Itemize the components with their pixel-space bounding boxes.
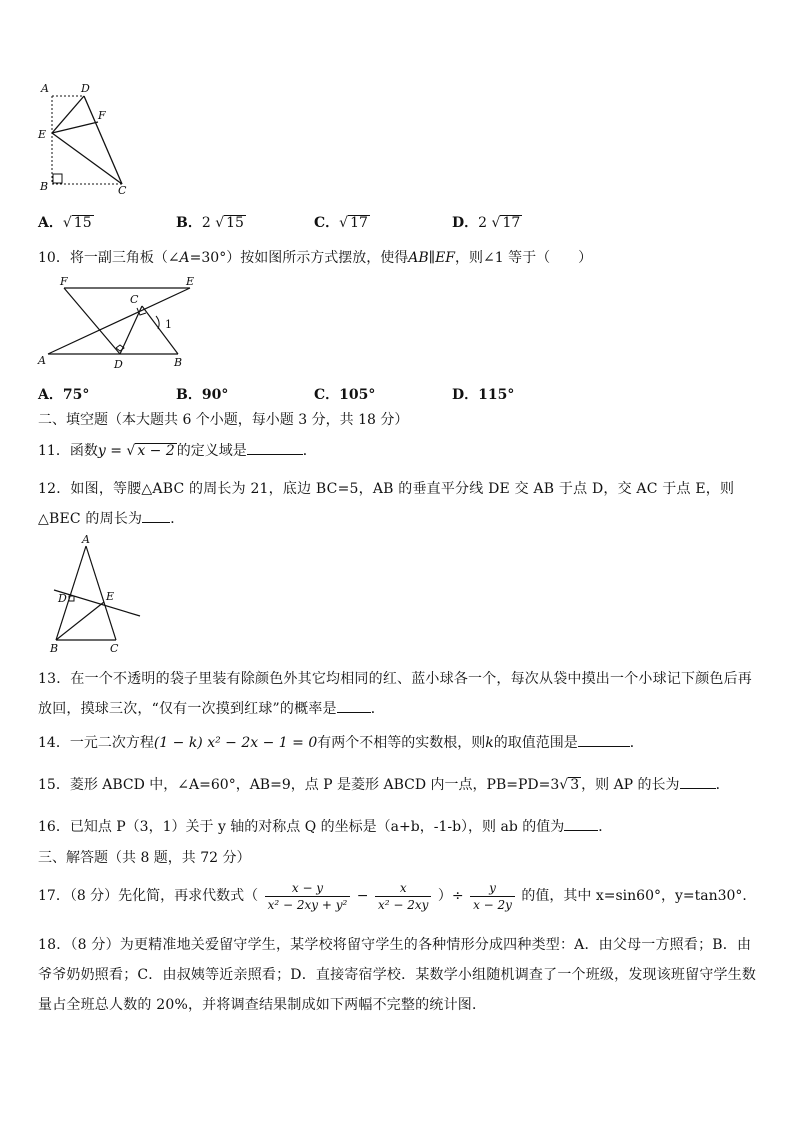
q9-option-b: B．2 √ 15 <box>176 215 244 231</box>
label-E: E <box>186 276 195 288</box>
label-B: B <box>174 356 183 369</box>
label-1: 1 <box>165 318 172 331</box>
q10-figure <box>34 276 204 372</box>
q16: 16．已知点 P（3，1）关于 y 轴的对称点 Q 的坐标是（a+b，-1-b），则 ab 的值为 ． <box>38 816 612 837</box>
q11: 11．函数y = √ x − 2 的定义域是 ． <box>38 440 317 461</box>
label-F: F <box>60 276 68 288</box>
q13: 13．在一个不透明的袋子里装有除颜色外其它均相同的红、蓝小球各一个，每次从袋中摸出一个小球记下颜色后再放回，摸球三次，“仅有一次摸到红球”的概率是 ． <box>38 671 753 717</box>
q17-fraction-2: $\frac{x}{\text{x² − 2xy}}$ <box>375 880 431 913</box>
q9-option-c: C．√ 17 <box>314 215 368 231</box>
label-B: B <box>40 180 49 193</box>
q9-option-a: A．√ 15 <box>38 215 92 231</box>
q12-figure <box>44 534 144 658</box>
label-F: F <box>98 109 106 122</box>
section-2-heading: 二、填空题（本大题共 6 个小题，每小题 3 分，共 18 分） <box>38 412 409 428</box>
q17-fraction-3: $\frac{y}{x - 2y}$ <box>470 880 515 913</box>
q10-option-d: D．115° <box>452 387 515 403</box>
q17-fraction-1: $\frac{x - y}{\text{x² − 2xy + y²}}$ <box>265 880 351 913</box>
q10-option-c: C．105° <box>314 387 376 403</box>
label-A: A <box>82 534 90 546</box>
q12: 12．如图，等腰△ABC 的周长为 21，底边 BC=5，AB 的垂直平分线 DE 交 AB 于点 D，交 AC 于点 E，则△BEC 的周长为 ． <box>38 481 735 527</box>
q10-option-a: A．75° <box>38 387 90 403</box>
label-B: B <box>50 642 59 655</box>
label-C: C <box>130 293 139 306</box>
q9-figure <box>34 78 138 198</box>
label-A: A <box>38 354 46 367</box>
label-C: C <box>118 184 127 197</box>
q18: 18．（8 分）为更精准地关爱留守学生，某学校将留守学生的各种情形分成四种类型：A．由父母一方照看；B．由爷爷奶奶照看；C．由叔姨等近亲照看；D．直接寄宿学校．某数学小组随机调查了一个班级，发现该班留守学生数量占全班总人数的 20%，并将调查结果制成如下两幅不完整的统计图． <box>38 937 757 1013</box>
label-E: E <box>106 590 115 603</box>
label-C: C <box>110 642 119 655</box>
q17: 17．（8 分）先化简，再求代数式（ $\frac{x - y}{\text{x² − 2xy + y²}}$ − $\frac{x}{\text{x² − 2xy}}$ ）÷ $\frac{y}{x - 2y}$ 的值，其中 x=sin60°，y=tan30°． <box>38 880 757 912</box>
q10-option-b: B．90° <box>176 387 229 403</box>
label-A: A <box>41 82 49 95</box>
label-D: D <box>114 358 123 371</box>
q9-option-d: D．2 √ 17 <box>452 215 521 231</box>
q15: 15．菱形 ABCD 中，∠A=60°，AB=9，点 P 是菱形 ABCD 内一点，PB=PD=3√ 3 ，则 AP 的长为 ． <box>38 774 730 795</box>
label-D: D <box>58 592 67 605</box>
q14: 14．一元二次方程(1 − k) x² − 2x − 1 = 0有两个不相等的实数根，则k的取值范围是 ． <box>38 732 644 753</box>
label-D: D <box>81 82 90 95</box>
q10-stem: 10．将一副三角板（∠A=30°）按如图所示方式摆放，使得AB∥EF，则∠1 等于（ ） <box>38 250 593 266</box>
label-E: E <box>38 128 47 141</box>
section-3-heading: 三、解答题（共 8 题，共 72 分） <box>38 850 251 866</box>
